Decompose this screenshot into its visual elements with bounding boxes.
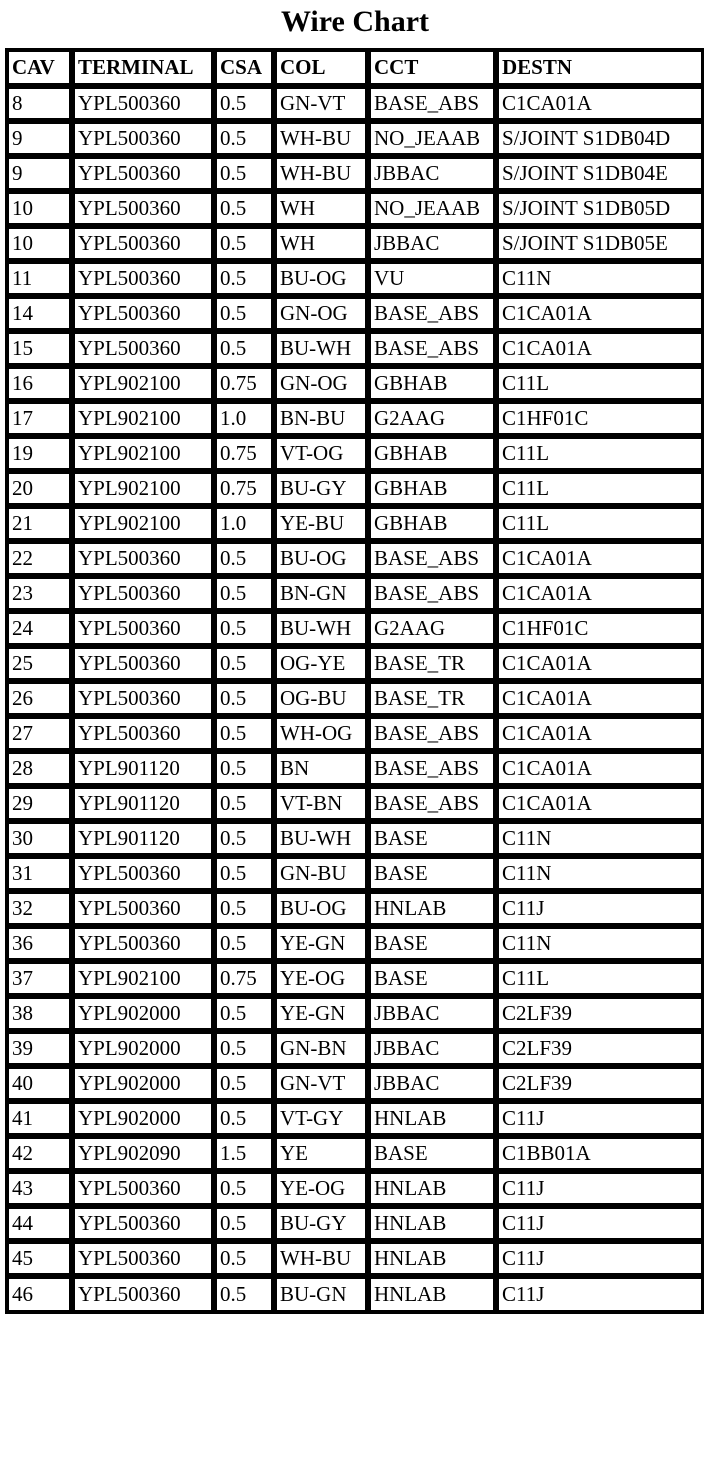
csa-cell: 0.5 [215,717,275,752]
column-header-destn: DESTN [497,50,703,87]
destn-cell: C1BB01A [497,1137,703,1172]
cav-cell: 26 [7,682,73,717]
csa-cell: 1.5 [215,1137,275,1172]
terminal-cell: YPL901120 [73,752,215,787]
col-cell: YE-OG [275,962,369,997]
col-cell: WH-BU [275,157,369,192]
column-header-cav: CAV [7,50,73,87]
terminal-cell: YPL902100 [73,367,215,402]
col-cell: BN [275,752,369,787]
col-cell: WH [275,227,369,262]
destn-cell: C1CA01A [497,682,703,717]
table-row [7,962,703,997]
destn-cell: C11L [497,472,703,507]
table-row [7,1207,703,1242]
col-cell: BU-WH [275,612,369,647]
cct-cell: BASE_ABS [369,297,497,332]
col-cell: BU-OG [275,262,369,297]
table-row [7,507,703,542]
csa-cell: 0.5 [215,997,275,1032]
cct-cell: HNLAB [369,1207,497,1242]
cct-cell: VU [369,262,497,297]
destn-cell: C2LF39 [497,1067,703,1102]
destn-cell: C11J [497,1242,703,1277]
table-row [7,472,703,507]
col-cell: GN-OG [275,297,369,332]
cct-cell: BASE_ABS [369,577,497,612]
csa-cell: 1.0 [215,402,275,437]
cct-cell: GBHAB [369,507,497,542]
csa-cell: 0.5 [215,787,275,822]
column-header-col: COL [275,50,369,87]
destn-cell: C1CA01A [497,717,703,752]
terminal-cell: YPL500360 [73,1242,215,1277]
table-row [7,332,703,367]
col-cell: YE [275,1137,369,1172]
table-row [7,1067,703,1102]
cav-cell: 9 [7,122,73,157]
cav-cell: 40 [7,1067,73,1102]
csa-cell: 0.5 [215,262,275,297]
destn-cell: C11L [497,367,703,402]
column-header-cct: CCT [369,50,497,87]
col-cell: WH-BU [275,122,369,157]
col-cell: GN-VT [275,87,369,122]
cct-cell: JBBAC [369,227,497,262]
csa-cell: 0.75 [215,367,275,402]
table-row [7,1172,703,1207]
cct-cell: NO_JEAAB [369,122,497,157]
terminal-cell: YPL500360 [73,927,215,962]
cct-cell: JBBAC [369,1067,497,1102]
terminal-cell: YPL500360 [73,262,215,297]
table-row [7,227,703,262]
cav-cell: 43 [7,1172,73,1207]
table-row [7,927,703,962]
cav-cell: 21 [7,507,73,542]
table-row [7,682,703,717]
cct-cell: HNLAB [369,1277,497,1312]
terminal-cell: YPL902000 [73,1032,215,1067]
wire-chart-table [5,48,704,1314]
table-row [7,262,703,297]
terminal-cell: YPL902100 [73,962,215,997]
cav-cell: 17 [7,402,73,437]
csa-cell: 0.5 [215,1067,275,1102]
destn-cell: C11J [497,1102,703,1137]
table-row [7,787,703,822]
cav-cell: 38 [7,997,73,1032]
destn-cell: C11L [497,962,703,997]
csa-cell: 0.5 [215,927,275,962]
col-cell: VT-BN [275,787,369,822]
csa-cell: 0.5 [215,892,275,927]
cav-cell: 29 [7,787,73,822]
destn-cell: C11N [497,927,703,962]
cav-cell: 9 [7,157,73,192]
cct-cell: JBBAC [369,157,497,192]
table-row [7,87,703,122]
table-row [7,752,703,787]
terminal-cell: YPL500360 [73,122,215,157]
terminal-cell: YPL500360 [73,682,215,717]
col-cell: GN-BN [275,1032,369,1067]
destn-cell: C1CA01A [497,577,703,612]
destn-cell: C11J [497,892,703,927]
destn-cell: C1HF01C [497,612,703,647]
terminal-cell: YPL902100 [73,472,215,507]
cav-cell: 16 [7,367,73,402]
destn-cell: C1HF01C [497,402,703,437]
col-cell: BU-GY [275,1207,369,1242]
cct-cell: BASE_ABS [369,332,497,367]
table-row [7,367,703,402]
destn-cell: C11N [497,857,703,892]
terminal-cell: YPL500360 [73,157,215,192]
col-cell: OG-YE [275,647,369,682]
cav-cell: 14 [7,297,73,332]
terminal-cell: YPL902100 [73,507,215,542]
col-cell: BN-BU [275,402,369,437]
terminal-cell: YPL500360 [73,612,215,647]
col-cell: BU-GN [275,1277,369,1312]
col-cell: YE-BU [275,507,369,542]
csa-cell: 0.5 [215,157,275,192]
terminal-cell: YPL500360 [73,1207,215,1242]
terminal-cell: YPL902000 [73,1067,215,1102]
col-cell: BN-GN [275,577,369,612]
terminal-cell: YPL901120 [73,822,215,857]
destn-cell: C11J [497,1277,703,1312]
col-cell: VT-OG [275,437,369,472]
cct-cell: NO_JEAAB [369,192,497,227]
cav-cell: 39 [7,1032,73,1067]
csa-cell: 0.5 [215,1172,275,1207]
table-body [7,87,703,1312]
cct-cell: G2AAG [369,402,497,437]
terminal-cell: YPL500360 [73,857,215,892]
destn-cell: S/JOINT S1DB05D [497,192,703,227]
cav-cell: 15 [7,332,73,367]
cct-cell: BASE_TR [369,647,497,682]
destn-cell: C1CA01A [497,332,703,367]
terminal-cell: YPL500360 [73,717,215,752]
csa-cell: 0.5 [215,682,275,717]
cav-cell: 37 [7,962,73,997]
table-row [7,542,703,577]
cct-cell: BASE_ABS [369,87,497,122]
destn-cell: C1CA01A [497,647,703,682]
csa-cell: 0.5 [215,647,275,682]
cct-cell: BASE [369,927,497,962]
col-cell: BU-WH [275,822,369,857]
table-row [7,997,703,1032]
col-cell: GN-VT [275,1067,369,1102]
destn-cell: C11N [497,262,703,297]
col-cell: BU-OG [275,892,369,927]
terminal-cell: YPL500360 [73,892,215,927]
col-cell: YE-OG [275,1172,369,1207]
csa-cell: 0.75 [215,437,275,472]
col-cell: BU-GY [275,472,369,507]
csa-cell: 0.5 [215,122,275,157]
destn-cell: C11N [497,822,703,857]
cct-cell: BASE [369,857,497,892]
cct-cell: HNLAB [369,1102,497,1137]
terminal-cell: YPL500360 [73,332,215,367]
terminal-cell: YPL902000 [73,1102,215,1137]
table-row [7,192,703,227]
csa-cell: 0.5 [215,1207,275,1242]
destn-cell: C11J [497,1207,703,1242]
terminal-cell: YPL902100 [73,437,215,472]
cav-cell: 28 [7,752,73,787]
col-cell: VT-GY [275,1102,369,1137]
cav-cell: 41 [7,1102,73,1137]
destn-cell: C1CA01A [497,752,703,787]
terminal-cell: YPL500360 [73,192,215,227]
cav-cell: 22 [7,542,73,577]
cav-cell: 19 [7,437,73,472]
csa-cell: 0.5 [215,577,275,612]
destn-cell: C1CA01A [497,297,703,332]
col-cell: WH-OG [275,717,369,752]
terminal-cell: YPL901120 [73,787,215,822]
csa-cell: 0.75 [215,962,275,997]
terminal-cell: YPL500360 [73,577,215,612]
table-row [7,1102,703,1137]
cct-cell: BASE [369,962,497,997]
csa-cell: 0.5 [215,332,275,367]
table-row [7,612,703,647]
table-row [7,1137,703,1172]
cav-cell: 25 [7,647,73,682]
col-cell: YE-GN [275,997,369,1032]
terminal-cell: YPL500360 [73,297,215,332]
cct-cell: BASE_ABS [369,752,497,787]
table-row [7,857,703,892]
cav-cell: 42 [7,1137,73,1172]
destn-cell: S/JOINT S1DB04E [497,157,703,192]
terminal-cell: YPL500360 [73,1277,215,1312]
col-cell: OG-BU [275,682,369,717]
csa-cell: 0.5 [215,1032,275,1067]
table-row [7,1242,703,1277]
table-row [7,437,703,472]
terminal-cell: YPL500360 [73,1172,215,1207]
col-cell: BU-OG [275,542,369,577]
cav-cell: 10 [7,192,73,227]
csa-cell: 0.5 [215,227,275,262]
destn-cell: C11L [497,437,703,472]
terminal-cell: YPL500360 [73,647,215,682]
csa-cell: 0.5 [215,1277,275,1312]
cct-cell: HNLAB [369,1172,497,1207]
cct-cell: GBHAB [369,367,497,402]
destn-cell: S/JOINT S1DB04D [497,122,703,157]
column-header-csa: CSA [215,50,275,87]
cct-cell: BASE [369,822,497,857]
cct-cell: BASE [369,1137,497,1172]
csa-cell: 0.5 [215,822,275,857]
terminal-cell: YPL902100 [73,402,215,437]
cav-cell: 32 [7,892,73,927]
cav-cell: 11 [7,262,73,297]
col-cell: WH [275,192,369,227]
header-row [7,50,703,87]
destn-cell: S/JOINT S1DB05E [497,227,703,262]
cct-cell: HNLAB [369,892,497,927]
csa-cell: 0.5 [215,612,275,647]
cct-cell: BASE_TR [369,682,497,717]
page-title: Wire Chart [280,5,430,38]
cct-cell: BASE_ABS [369,717,497,752]
cav-cell: 10 [7,227,73,262]
cav-cell: 31 [7,857,73,892]
table-row [7,402,703,437]
cct-cell: BASE_ABS [369,787,497,822]
csa-cell: 0.75 [215,472,275,507]
col-cell: WH-BU [275,1242,369,1277]
table-row [7,717,703,752]
csa-cell: 0.5 [215,1242,275,1277]
csa-cell: 0.5 [215,857,275,892]
cav-cell: 45 [7,1242,73,1277]
csa-cell: 0.5 [215,542,275,577]
cct-cell: GBHAB [369,437,497,472]
cct-cell: HNLAB [369,1242,497,1277]
cct-cell: G2AAG [369,612,497,647]
destn-cell: C2LF39 [497,1032,703,1067]
cav-cell: 27 [7,717,73,752]
table-row [7,577,703,612]
table-row [7,1032,703,1067]
table-row [7,122,703,157]
csa-cell: 1.0 [215,507,275,542]
table-row [7,822,703,857]
table-row [7,892,703,927]
cav-cell: 20 [7,472,73,507]
cav-cell: 8 [7,87,73,122]
csa-cell: 0.5 [215,1102,275,1137]
terminal-cell: YPL500360 [73,227,215,262]
csa-cell: 0.5 [215,297,275,332]
col-cell: GN-OG [275,367,369,402]
cav-cell: 23 [7,577,73,612]
column-header-terminal: TERMINAL [73,50,215,87]
destn-cell: C1CA01A [497,87,703,122]
terminal-cell: YPL500360 [73,87,215,122]
table-row [7,157,703,192]
destn-cell: C2LF39 [497,997,703,1032]
cav-cell: 44 [7,1207,73,1242]
col-cell: BU-WH [275,332,369,367]
cav-cell: 46 [7,1277,73,1312]
table-row [7,1277,703,1312]
terminal-cell: YPL500360 [73,542,215,577]
destn-cell: C11J [497,1172,703,1207]
col-cell: YE-GN [275,927,369,962]
cct-cell: JBBAC [369,1032,497,1067]
col-cell: GN-BU [275,857,369,892]
destn-cell: C1CA01A [497,542,703,577]
destn-cell: C1CA01A [497,787,703,822]
cct-cell: JBBAC [369,997,497,1032]
terminal-cell: YPL902000 [73,997,215,1032]
table-row [7,647,703,682]
csa-cell: 0.5 [215,87,275,122]
csa-cell: 0.5 [215,752,275,787]
terminal-cell: YPL902090 [73,1137,215,1172]
cct-cell: GBHAB [369,472,497,507]
cav-cell: 24 [7,612,73,647]
cct-cell: BASE_ABS [369,542,497,577]
cav-cell: 30 [7,822,73,857]
destn-cell: C11L [497,507,703,542]
cav-cell: 36 [7,927,73,962]
csa-cell: 0.5 [215,192,275,227]
table-row [7,297,703,332]
